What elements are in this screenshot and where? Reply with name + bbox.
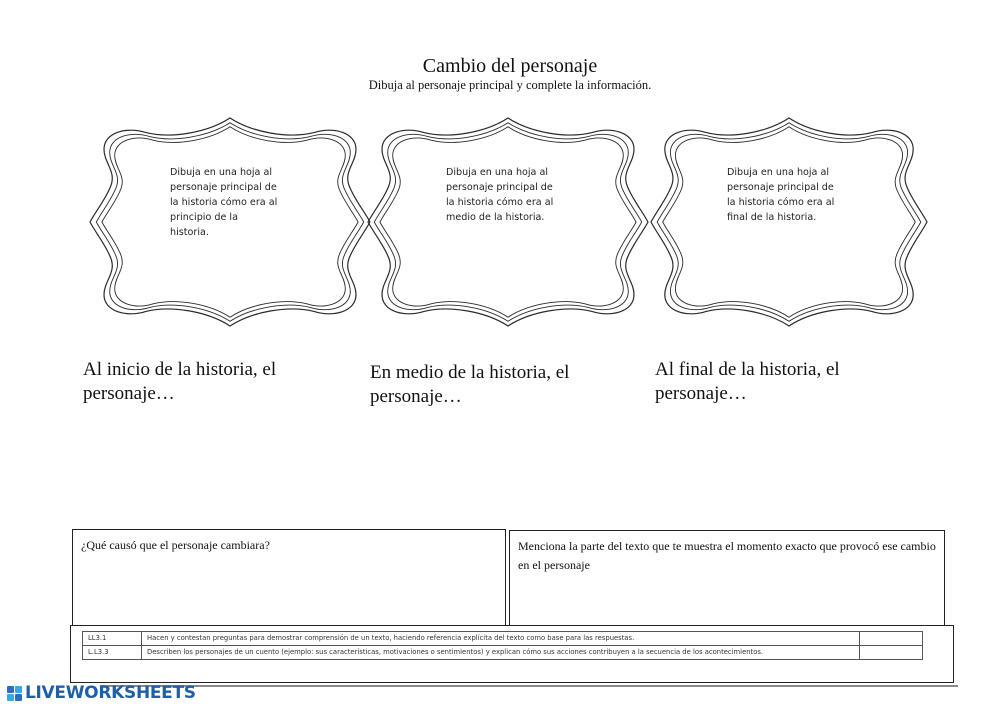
- caption-middle: [370, 361, 569, 409]
- table-row: [83, 646, 923, 660]
- worksheet-subtitle: Dibuja al personaje principal y complete la información.: [368, 78, 652, 92]
- question-cause-box[interactable]: [72, 529, 506, 626]
- frame-1-line: personaje principal de: [170, 182, 277, 193]
- frame-2-line: personaje principal de: [446, 182, 553, 193]
- objective-text: Describen los personajes de un cuento (ejemplo: sus características, motivaciones o sentimientos) y explican cómo sus acciones contribuyen a la secuencia de los acontecimientos.: [142, 646, 860, 660]
- objective-code: LL3.1: [83, 632, 142, 646]
- frame-3-instructions: [727, 165, 834, 225]
- caption-middle-line: personaje…: [370, 386, 462, 407]
- question-text-evidence-box[interactable]: [509, 530, 945, 626]
- frame-3-line: personaje principal de: [727, 182, 834, 193]
- frame-2-line: Dibuja en una hoja al: [446, 167, 549, 178]
- caption-end: [655, 358, 840, 406]
- worksheet-title: Cambio del personaje: [422, 55, 598, 77]
- frame-1-instructions: [170, 165, 277, 240]
- footer-divider: [100, 685, 958, 687]
- frame-1-line: la historia cómo era al: [170, 197, 278, 208]
- frame-1-line: historia.: [170, 227, 209, 238]
- objective-text: Hacen y contestan preguntas para demostrar comprensión de un texto, haciendo referencia explícita del texto como base para las respuestas.: [142, 632, 860, 646]
- frame-1-line: principio de la: [170, 212, 238, 223]
- caption-start: [83, 358, 276, 406]
- liveworksheets-logo-text: LIVEWORKSHEETS: [25, 683, 196, 703]
- frame-3-line: la historia cómo era al: [727, 197, 835, 208]
- frame-3-line: Dibuja en una hoja al: [727, 167, 830, 178]
- caption-end-line: personaje…: [655, 383, 747, 404]
- frame-3-line: final de la historia.: [727, 212, 817, 223]
- frame-2-line: la historia cómo era al: [446, 197, 554, 208]
- caption-end-line: Al final de la historia, el: [655, 359, 840, 380]
- frame-2-line: medio de la historia.: [446, 212, 545, 223]
- objective-blank-cell: [860, 646, 923, 660]
- frame-1-line: Dibuja en una hoja al: [170, 167, 273, 178]
- objective-blank-cell: [860, 632, 923, 646]
- liveworksheets-logo-icon: [7, 686, 22, 701]
- caption-start-line: Al inicio de la historia, el: [83, 359, 277, 380]
- liveworksheets-logo: [7, 683, 196, 703]
- table-row: [83, 632, 923, 646]
- question-cause-label: ¿Qué causó que el personaje cambiara?: [81, 538, 270, 552]
- frame-2-instructions: [446, 165, 553, 225]
- caption-start-line: personaje…: [83, 383, 175, 404]
- objective-code: L.L3.3: [83, 646, 142, 660]
- objectives-table: [82, 631, 923, 660]
- question-text-evidence-label: Menciona la parte del texto que te muestra el momento exacto que provocó ese cambio en el personaje: [518, 539, 936, 572]
- caption-middle-line: En medio de la historia, el: [370, 362, 570, 383]
